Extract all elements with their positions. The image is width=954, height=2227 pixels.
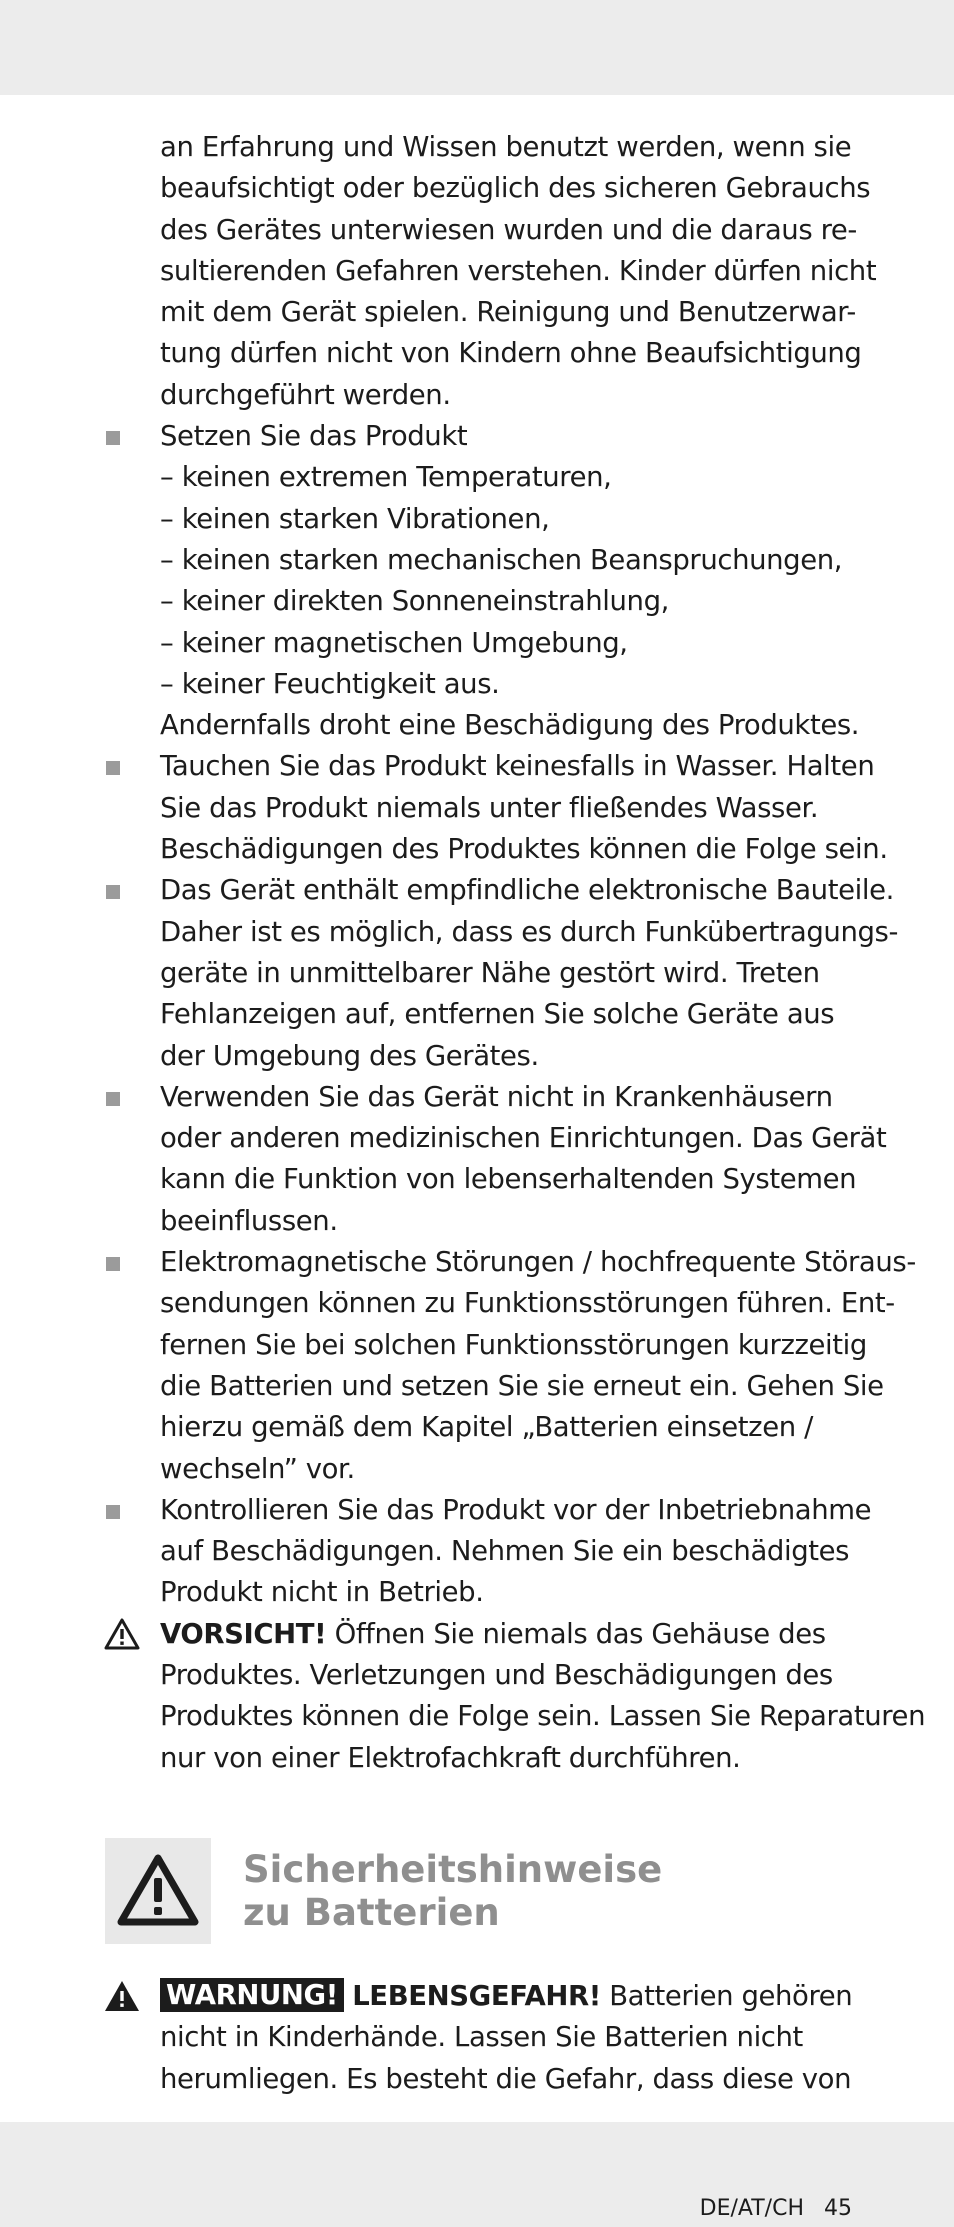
text-line: Das Gerät enthält empfindliche elektronische Bauteile. <box>160 874 894 907</box>
text-line: durchgeführt werden. <box>160 378 451 411</box>
text-line <box>160 1614 880 1655</box>
page-footer <box>680 2196 852 2221</box>
square-bullet-icon <box>106 1505 120 1519</box>
text-line: beeinflussen. <box>160 1204 338 1237</box>
text-line: – keiner magnetischen Umgebung, <box>160 626 628 659</box>
text-line: Sie das Produkt niemals unter fließendes Wasser. <box>160 791 819 824</box>
text-line: – keiner Feuchtigkeit aus. <box>160 667 500 700</box>
text-line: Kontrollieren Sie das Produkt vor der Inbetriebnahme <box>160 1493 872 1526</box>
square-bullet-icon <box>106 1257 120 1271</box>
text-line: – keiner direkten Sonneneinstrahlung, <box>160 585 669 618</box>
intro-paragraph <box>160 127 880 416</box>
section-title <box>243 1848 743 1934</box>
text-line: Tauchen Sie das Produkt keinesfalls in Wasser. Halten <box>160 750 875 783</box>
square-bullet-icon <box>106 431 120 445</box>
text-line: Produkt nicht in Betrieb. <box>160 1576 484 1609</box>
text-line: oder anderen medizinischen Einrichtungen. Das Gerät <box>160 1122 887 1155</box>
text-line: Produktes. Verletzungen und Beschädigungen des <box>160 1658 833 1691</box>
warning-label: WARNUNG! <box>160 1978 344 2012</box>
text-line: herumliegen. Es besteht die Gefahr, dass diese von <box>160 2062 852 2095</box>
text-line: Daher ist es möglich, dass es durch Funkübertragungs- <box>160 915 898 948</box>
text-line: kann die Funktion von lebenserhaltenden Systemen <box>160 1163 857 1196</box>
caution-notice <box>160 1614 926 1779</box>
text-line: an Erfahrung und Wissen benutzt werden, wenn sie <box>160 131 852 163</box>
text-line: fernen Sie bei solchen Funktionsstörungen kurzzeitig <box>160 1328 867 1361</box>
text-line: auf Beschädigungen. Nehmen Sie ein beschädigtes <box>160 1535 850 1568</box>
text-line: sultierenden Gefahren verstehen. Kinder dürfen nicht <box>160 254 877 287</box>
text-line: nur von einer Elektrofachkraft durchführen. <box>160 1741 741 1774</box>
text-line: – keinen starken mechanischen Beanspruchungen, <box>160 543 843 576</box>
danger-label: LEBENSGEFAHR! <box>352 1980 601 2012</box>
text-line: mit dem Gerät spielen. Reinigung und Benutzerwar- <box>160 296 856 329</box>
bullet-item-hospitals <box>160 1077 887 1242</box>
bullet-item-water <box>160 746 888 870</box>
section-title-line: Sicherheitshinweise <box>243 1848 663 1891</box>
text-line: Elektromagnetische Störungen / hochfrequente Störaus- <box>160 1246 916 1279</box>
text-line: nicht in Kinderhände. Lassen Sie Batterien nicht <box>160 2021 803 2054</box>
page-number: 45 <box>824 2196 852 2221</box>
caution-text: Öffnen Sie niemals das Gehäuse des <box>326 1617 826 1650</box>
text-line: hierzu gemäß dem Kapitel „Batterien einsetzen / <box>160 1411 813 1444</box>
warning-triangle-icon <box>117 1852 199 1928</box>
battery-warning-notice <box>160 1976 900 2100</box>
text-line: die Batterien und setzen Sie sie erneut ein. Gehen Sie <box>160 1369 884 1402</box>
square-bullet-icon <box>106 1092 120 1106</box>
text-line: beaufsichtigt oder bezüglich des sicheren Gebrauchs <box>160 172 871 205</box>
bullet-item-environment <box>160 416 880 746</box>
text-line: – keinen extremen Temperaturen, <box>160 461 612 494</box>
section-title-line: zu Batterien <box>243 1891 500 1934</box>
text-line: tung dürfen nicht von Kindern ohne Beaufsichtigung <box>160 337 862 370</box>
heading-icon-box <box>105 1838 211 1944</box>
square-bullet-icon <box>106 761 120 775</box>
text-line: Setzen Sie das Produkt <box>160 420 468 453</box>
warning-text: Batterien gehören <box>600 1980 853 2012</box>
warning-triangle-filled-icon <box>104 1980 140 2012</box>
footer-region: DE/AT/CH <box>699 2196 804 2221</box>
text-line: wechseln” vor. <box>160 1452 355 1485</box>
bullet-item-interference <box>160 1242 916 1490</box>
text-line: – keinen starken Vibrationen, <box>160 502 550 535</box>
bullet-item-inspection <box>160 1490 880 1614</box>
text-line: der Umgebung des Gerätes. <box>160 1039 539 1072</box>
text-line: sendungen können zu Funktionsstörungen führen. Ent- <box>160 1287 895 1320</box>
text-line: Produktes können die Folge sein. Lassen Sie Reparaturen <box>160 1700 926 1733</box>
text-line <box>160 1976 900 2017</box>
warning-triangle-outline-icon <box>104 1618 140 1650</box>
text-line: Beschädigungen des Produktes können die Folge sein. <box>160 833 888 866</box>
text-line: Fehlanzeigen auf, entfernen Sie solche Geräte aus <box>160 998 835 1031</box>
top-margin-band <box>0 0 954 95</box>
text-line: geräte in unmittelbarer Nähe gestört wird. Treten <box>160 956 820 989</box>
bullet-item-electronics <box>160 870 898 1076</box>
text-line: Verwenden Sie das Gerät nicht in Krankenhäusern <box>160 1080 833 1113</box>
caution-label: VORSICHT! <box>160 1617 327 1650</box>
text-line: des Gerätes unterwiesen wurden und die daraus re- <box>160 213 857 246</box>
text-line: Andernfalls droht eine Beschädigung des Produktes. <box>160 709 860 742</box>
square-bullet-icon <box>106 885 120 899</box>
safety-text-column <box>160 127 926 1779</box>
